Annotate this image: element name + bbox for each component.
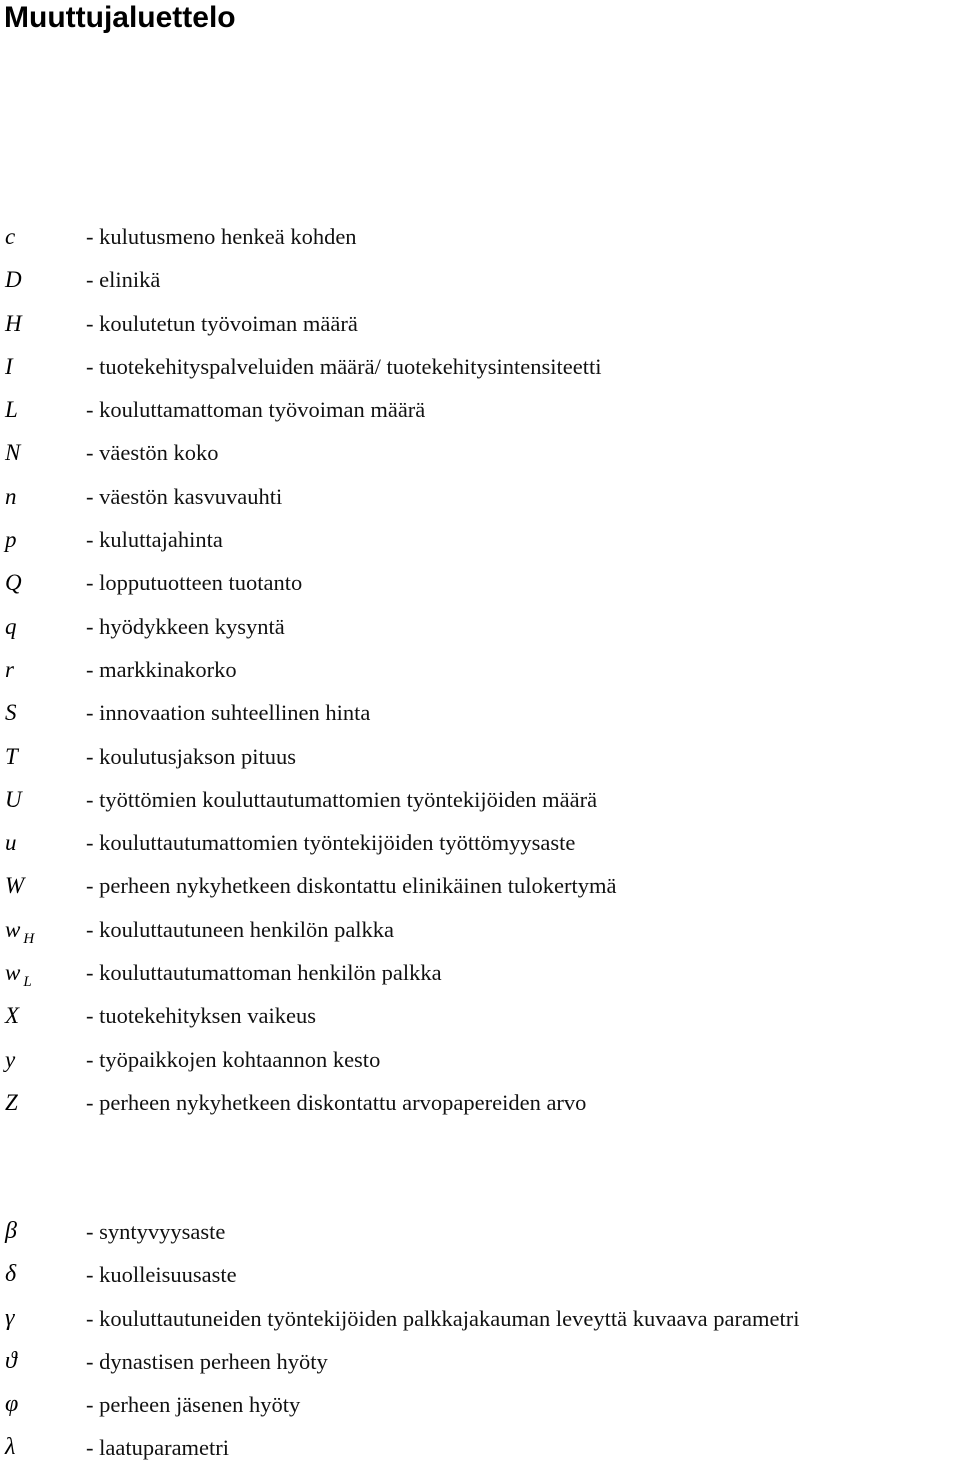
variable-symbol: Q — [5, 570, 22, 596]
variable-description: - kuolleisuusaste — [86, 1262, 237, 1288]
variable-symbol: c — [5, 224, 16, 249]
variable-symbol: p — [5, 527, 17, 553]
variable-description: - lopputuotteen tuotanto — [86, 570, 303, 596]
variable-symbol: I — [5, 353, 13, 379]
variable-symbol: φ — [5, 1391, 19, 1418]
variable-description: - kouluttautuneiden työntekijöiden palkkajakauman leveyttä kuvaava parametri — [86, 1305, 800, 1331]
variable-symbol: Z — [5, 1089, 18, 1115]
variable-description: - perheen nykyhetkeen diskontattu elinikäinen tulokertymä — [86, 873, 617, 899]
variable-description: - väestön kasvuvauhti — [86, 483, 283, 509]
variable-symbol: λ — [5, 1434, 16, 1461]
variable-description: - perheen nykyhetkeen diskontattu arvopapereiden arvo — [86, 1089, 587, 1115]
variable-description: - koulutetun työvoiman määrä — [86, 310, 358, 336]
variable-symbol: ϑ — [5, 1347, 17, 1374]
variable-description: - tuotekehityksen vaikeus — [86, 1003, 316, 1029]
variable-description: - syntyvyysaste — [86, 1219, 226, 1244]
variable-symbol-subscript: L — [23, 974, 32, 991]
variable-description: - kouluttautumattomien työntekijöiden työttömyysaste — [86, 830, 576, 856]
variable-symbol: γ — [5, 1304, 15, 1331]
variable-symbol: y — [5, 1046, 16, 1072]
variable-symbol: U — [5, 786, 22, 812]
variable-symbol: W — [5, 873, 25, 899]
variable-symbol: L — [5, 397, 18, 423]
variable-symbol: r — [5, 656, 14, 682]
variable-description: - dynastisen perheen hyöty — [86, 1348, 328, 1374]
variable-description: - elinikä — [86, 267, 161, 293]
variable-symbol-base: w — [5, 960, 21, 986]
variable-description: - työpaikkojen kohtaannon kesto — [86, 1046, 381, 1072]
variable-symbol: n — [5, 483, 17, 509]
variable-symbol: D — [5, 267, 22, 293]
variable-symbol: u — [5, 830, 17, 856]
variable-symbol: T — [5, 743, 18, 769]
variable-symbol: N — [5, 440, 21, 466]
variable-description: - koulutusjakson pituus — [86, 743, 297, 769]
variable-symbol: S — [5, 700, 17, 726]
variable-description: - väestön koko — [86, 440, 219, 466]
variable-description: - tuotekehityspalveluiden määrä/ tuotekehitysintensiteetti — [86, 353, 602, 379]
variable-description: - kouluttamattoman työvoiman määrä — [86, 397, 426, 423]
variable-symbol: H — [5, 310, 22, 336]
variable-description: - kouluttautuneen henkilön palkka — [86, 916, 395, 942]
variable-description: - kulutusmeno henkeä kohden — [86, 224, 357, 249]
variable-description: - kouluttautumattoman henkilön palkka — [86, 960, 442, 986]
variable-description: - markkinakorko — [86, 656, 237, 682]
variable-symbol-base: w — [5, 916, 21, 942]
variable-description: - kuluttajahinta — [86, 527, 223, 553]
variable-symbol: X — [5, 1003, 20, 1029]
page-title: Muuttujaluettelo — [4, 1, 236, 34]
variable-symbol: q — [5, 613, 17, 639]
variable-description: - laatuparametri — [86, 1435, 230, 1461]
variable-symbol-subscript: H — [23, 930, 35, 947]
variable-description: - hyödykkeen kysyntä — [86, 613, 285, 639]
variable-description: - innovaation suhteellinen hinta — [86, 700, 371, 726]
variable-description: - perheen jäsenen hyöty — [86, 1392, 301, 1418]
variable-symbol: δ — [5, 1261, 17, 1288]
variable-description: - työttömien kouluttautumattomien työntekijöiden määrä — [86, 786, 598, 812]
variable-symbol: β — [5, 1218, 17, 1244]
